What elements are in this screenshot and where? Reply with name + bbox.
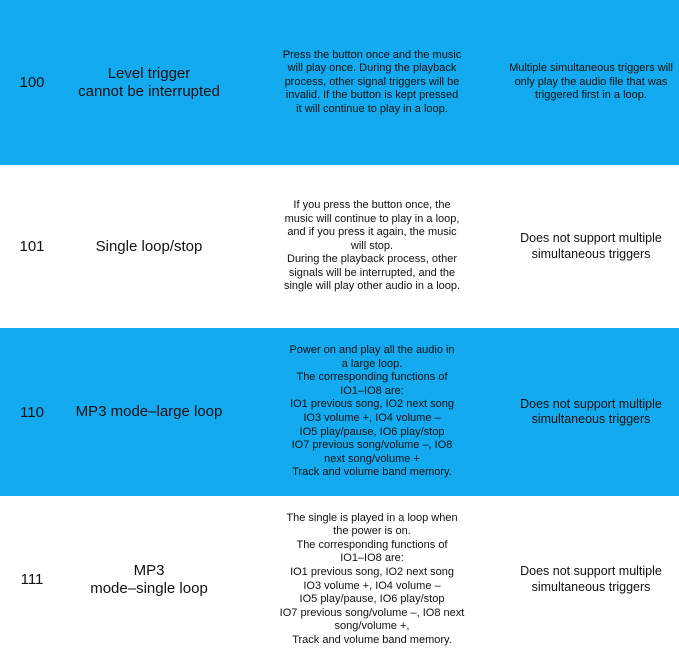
mode-code: 101 xyxy=(19,238,45,255)
mode-description xyxy=(252,49,492,117)
description-line: will play once. During the playback xyxy=(287,62,457,75)
description-line: IO7 previous song/volume –, IO8 xyxy=(291,439,453,452)
mode-description xyxy=(252,512,492,648)
multi-trigger-support: Does not support multiple simultaneous triggers xyxy=(520,564,662,594)
mode-name-line: cannot be interrupted xyxy=(78,82,220,100)
description-line: and if you press it again, the music xyxy=(287,226,457,239)
description-line: music will continue to play in a loop, xyxy=(284,212,460,225)
description-line: signals will be interrupted, and the xyxy=(288,266,456,279)
description-line: Track and volume band memory. xyxy=(292,466,452,479)
description-line: song/volume +, xyxy=(334,620,410,633)
description-line: single will play other audio in a loop. xyxy=(283,280,461,293)
description-line: next song/volume + xyxy=(324,452,420,465)
mode-name-line: MP3 xyxy=(133,561,165,579)
mode-name: MP3 mode–large loop xyxy=(75,403,223,420)
multi-trigger-support: Does not support multiple simultaneous triggers xyxy=(520,396,662,426)
description-line: IO3 volume +, IO4 volume – xyxy=(303,412,441,424)
description-line: During the playback process, other xyxy=(287,253,457,266)
table-row-110 xyxy=(0,328,679,496)
description-line: process, other signal triggers will be xyxy=(284,75,460,88)
description-line: the power is on. xyxy=(333,525,411,538)
multi-trigger-support: Multiple simultaneous triggers will only play the audio file that was triggered first in a loop. xyxy=(509,62,673,102)
multi-trigger-support: Does not support multiple simultaneous triggers xyxy=(520,231,662,261)
description-line: IO1 previous song, IO2 next song xyxy=(290,398,454,411)
description-line: Track and volume band memory. xyxy=(292,633,452,646)
description-line: IO1–IO8 are: xyxy=(340,552,404,565)
description-line: invalid. If the button is kept pressed xyxy=(285,89,459,102)
description-line: a large loop. xyxy=(341,357,403,370)
table-row-100 xyxy=(0,0,679,165)
description-line: will stop. xyxy=(350,239,394,252)
mode-code: 110 xyxy=(20,403,44,421)
mode-name-line: Level trigger xyxy=(107,64,191,82)
mode-name: Single loop/stop xyxy=(95,237,203,255)
mode-description xyxy=(252,344,492,480)
description-line: it will continue to play in a loop. xyxy=(296,102,448,115)
mode-name xyxy=(64,65,234,101)
table-row-111 xyxy=(0,496,679,663)
description-line: IO5 play/pause, IO6 play/stop xyxy=(299,593,445,606)
description-line: IO1 previous song, IO2 next song xyxy=(290,565,454,578)
description-line: IO1–IO8 are: xyxy=(340,384,404,397)
mode-description xyxy=(252,199,492,294)
description-line: The corresponding functions of xyxy=(296,538,448,551)
mode-code: 100 xyxy=(19,74,45,91)
description-line: IO3 volume +, IO4 volume – xyxy=(303,579,441,592)
description-line: IO5 play/pause, IO6 play/stop xyxy=(299,425,445,438)
mode-name-line: mode–single loop xyxy=(90,579,208,597)
table-row-101 xyxy=(0,165,679,328)
mode-name xyxy=(64,562,234,598)
description-line: If you press the button once, the xyxy=(293,198,451,211)
description-line: Press the button once and the music xyxy=(282,48,462,61)
mode-code: 111 xyxy=(20,571,44,588)
description-line: IO7 previous song/volume –, IO8 next xyxy=(279,606,465,619)
description-line: The single is played in a loop when xyxy=(286,511,458,524)
description-line: Power on and play all the audio in xyxy=(289,344,455,357)
description-line: The corresponding functions of xyxy=(296,371,448,384)
